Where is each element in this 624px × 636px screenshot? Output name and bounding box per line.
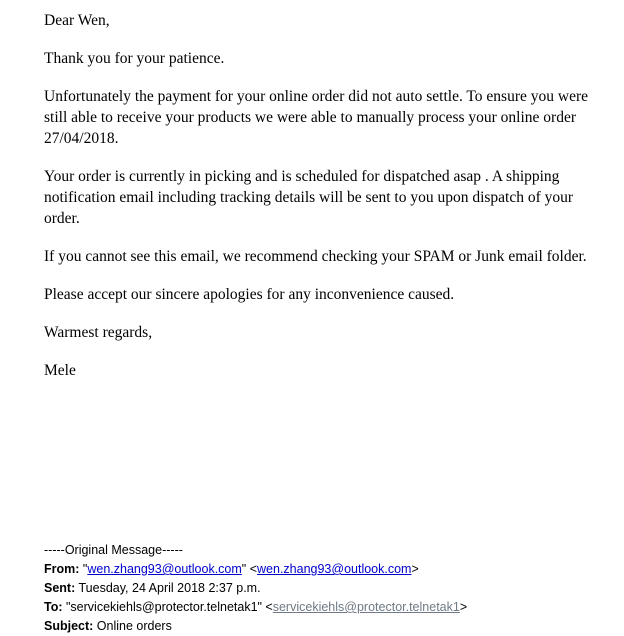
- paragraph-payment-issue: Unfortunately the payment for your online order did not auto settle. To ensure you were still able to receive your products we were able to manually process your online order 27/04/2018.: [44, 88, 588, 147]
- paragraph-order-status: Your order is currently in picking and is scheduled for dispatched asap . A shipping notification email including tracking details will be sent to you upon dispatch of your order.: [44, 168, 574, 227]
- email-body: [44, 10, 600, 381]
- sent-value: Tuesday, 24 April 2018 2:37 p.m.: [78, 581, 261, 595]
- paragraph-spam-notice: If you cannot see this email, we recommend checking your SPAM or Junk email folder.: [44, 248, 587, 265]
- original-message-header: [44, 541, 604, 636]
- subject-label: Subject:: [44, 619, 94, 633]
- sent-label: Sent:: [44, 581, 76, 595]
- to-label: To:: [44, 600, 63, 614]
- to-display-name: "servicekiehls@protector.telnetak1" <: [66, 600, 273, 614]
- from-quote-close: " <: [241, 562, 258, 576]
- from-address-link[interactable]: wen.zhang93@outlook.com: [257, 562, 412, 576]
- original-message-separator: -----Original Message-----: [44, 543, 183, 557]
- paragraph-apology: Please accept our sincere apologies for any inconvenience caused.: [44, 286, 455, 303]
- from-quote-open: ": [82, 562, 88, 576]
- from-bracket-close: >: [411, 562, 419, 576]
- header-row-to: [44, 598, 604, 617]
- to-bracket-close: >: [459, 600, 468, 614]
- paragraph-thanks: Thank you for your patience.: [44, 50, 225, 67]
- to-address-link[interactable]: servicekiehls@protector.telnetak1: [272, 600, 460, 614]
- header-row-subject: [44, 617, 604, 636]
- subject-value: Online orders: [96, 619, 172, 633]
- paragraph-greeting: Dear Wen,: [44, 12, 110, 29]
- paragraph-signoff: Warmest regards,: [44, 324, 153, 341]
- header-row-from: [44, 560, 604, 579]
- from-display-name-link[interactable]: wen.zhang93@outlook.com: [87, 562, 242, 576]
- paragraph-sender-name: Mele: [44, 362, 76, 379]
- from-label: From:: [44, 562, 80, 576]
- header-row-sent: [44, 579, 604, 598]
